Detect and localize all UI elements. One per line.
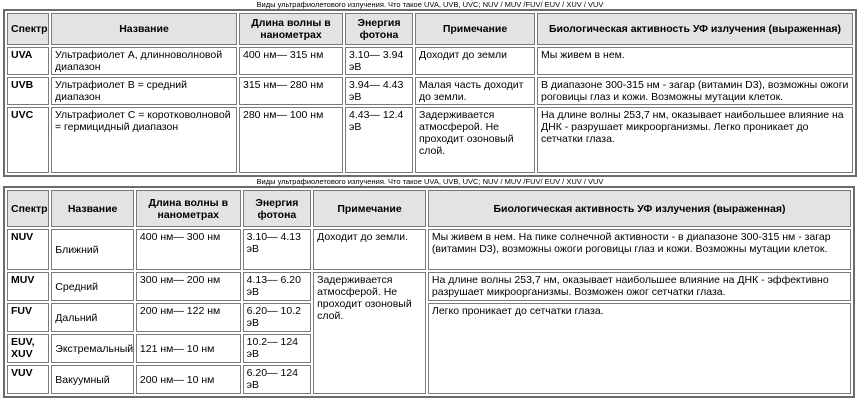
cell-spectrum: UVA	[7, 47, 49, 75]
cell-bio: На длине волны 253,7 нм, оказывает наибольшее влияние на ДНК - разрушает микроорганизмы. Легко проникает до сетчатки глаза.	[537, 107, 853, 173]
cell-energy: 10.2— 124 эВ	[243, 334, 311, 363]
header-name: Название	[51, 190, 134, 227]
cell-note: Доходит до земли	[415, 47, 535, 75]
cell-bio: Мы живем в нем. На пике солнечной активности - в диапазоне 300-315 нм - загар (витамин D3), возможны ожоги роговицы глаз и кожи. Возможны мутации клеток.	[428, 229, 851, 270]
header-bio-activity: Биологическая активность УФ излучения (выраженная)	[537, 13, 853, 45]
header-photon-energy: Энергия фотона	[345, 13, 413, 45]
cell-wavelength: 280 нм— 100 нм	[239, 107, 343, 173]
table1-header-row	[7, 13, 853, 45]
cell-name: Дальний	[51, 303, 134, 332]
header-wavelength: Длина волны в нанометрах	[239, 13, 343, 45]
cell-wavelength: 400 нм— 300 нм	[136, 229, 241, 270]
cell-name: Средний	[51, 272, 134, 301]
cell-spectrum: VUV	[7, 365, 49, 394]
cell-name: Вакуумный	[51, 365, 134, 394]
cell-wavelength: 315 нм— 280 нм	[239, 77, 343, 105]
cell-energy: 4.43— 12.4 эВ	[345, 107, 413, 173]
cell-name: Ближний	[51, 229, 134, 270]
cell-wavelength: 200 нм— 10 нм	[136, 365, 241, 394]
cell-name: Экстремальный	[51, 334, 134, 363]
cell-energy: 3.10— 4.13 эВ	[243, 229, 311, 270]
table-row-uva	[7, 47, 853, 75]
cell-note: Задерживается атмосферой. Не проходит озоновый слой.	[415, 107, 535, 173]
header-name: Название	[51, 13, 237, 45]
cell-energy: 3.10— 3.94 эВ	[345, 47, 413, 75]
table-row-nuv	[7, 229, 851, 270]
cell-wavelength: 200 нм— 122 нм	[136, 303, 241, 332]
cell-note-merged: Задерживается атмосферой. Не проходит озоновый слой.	[313, 272, 426, 394]
cell-energy: 6.20— 10.2 эВ	[243, 303, 311, 332]
table-row-uvc	[7, 107, 853, 173]
table-row-uvb	[7, 77, 853, 105]
uv-types-table-1	[3, 9, 857, 177]
cell-name: Ультрафиолет А, длинноволновой диапазон	[51, 47, 237, 75]
table-row-fuv	[7, 303, 851, 332]
table1-caption: Виды ультрафиолетового излучения. Что такое UVA, UVB, UVC; NUV / MUV /FUV/ EUV / XUV / VUV	[256, 0, 604, 9]
header-note: Примечание	[415, 13, 535, 45]
cell-energy: 6.20— 124 эВ	[243, 365, 311, 394]
cell-spectrum: NUV	[7, 229, 49, 270]
cell-spectrum: UVB	[7, 77, 49, 105]
cell-note: Малая часть доходит до земли.	[415, 77, 535, 105]
cell-bio: На длине волны 253,7 нм, оказывает наибольшее влияние на ДНК - эффективно разрушает микроорганизмы. Возможен ожог сетчатки глаза.	[428, 272, 851, 301]
header-wavelength: Длина волны в нанометрах	[136, 190, 241, 227]
cell-name: Ультрафиолет С = коротковолновой = гермицидный диапазон	[51, 107, 237, 173]
cell-spectrum: FUV	[7, 303, 49, 332]
cell-energy: 3.94— 4.43 эВ	[345, 77, 413, 105]
header-bio-activity: Биологическая активность УФ излучения (выраженная)	[428, 190, 851, 227]
cell-energy: 4.13— 6.20 эВ	[243, 272, 311, 301]
header-photon-energy: Энергия фотона	[243, 190, 311, 227]
cell-note: Доходит до земли.	[313, 229, 426, 270]
cell-bio-merged: Легко проникает до сетчатки глаза.	[428, 303, 851, 394]
table2-header-row	[7, 190, 851, 227]
uv-types-table-2	[3, 186, 855, 398]
cell-bio: В диапазоне 300-315 нм - загар (витамин D3), возможны ожоги роговицы глаз и кожи. Возможны мутации клеток.	[537, 77, 853, 105]
header-note: Примечание	[313, 190, 426, 227]
cell-spectrum: EUV, XUV	[7, 334, 49, 363]
table-row-muv	[7, 272, 851, 301]
cell-wavelength: 300 нм— 200 нм	[136, 272, 241, 301]
header-spectrum: Спектр	[7, 190, 49, 227]
cell-spectrum: UVC	[7, 107, 49, 173]
cell-spectrum: MUV	[7, 272, 49, 301]
cell-wavelength: 400 нм— 315 нм	[239, 47, 343, 75]
table2-caption: Виды ультрафиолетового излучения. Что такое UVA, UVB, UVC; NUV / MUV /FUV/ EUV / XUV / VUV	[256, 177, 604, 186]
cell-name: Ультрафиолет B = средний диапазон	[51, 77, 237, 105]
cell-bio: Мы живем в нем.	[537, 47, 853, 75]
header-spectrum: Спектр	[7, 13, 49, 45]
cell-wavelength: 121 нм— 10 нм	[136, 334, 241, 363]
